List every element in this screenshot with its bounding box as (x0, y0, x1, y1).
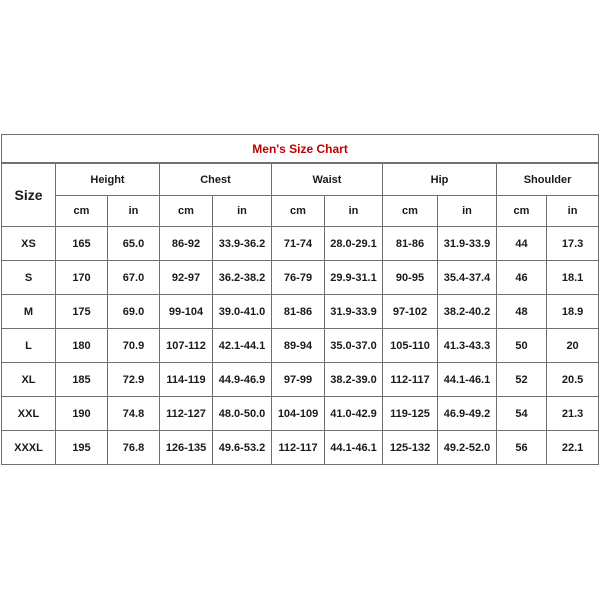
measurement-cell: 35.0-37.0 (325, 329, 383, 363)
measurement-cell: 112-127 (160, 397, 213, 431)
measurement-cell: 175 (56, 295, 108, 329)
measurement-cell: 67.0 (108, 261, 160, 295)
measurement-cell: 165 (56, 227, 108, 261)
measurement-cell: 38.2-39.0 (325, 363, 383, 397)
chart-title: Men's Size Chart (2, 135, 599, 164)
size-label-cell: XXXL (2, 431, 56, 465)
measurement-cell: 72.9 (108, 363, 160, 397)
unit-header-height-cm: cm (56, 196, 108, 227)
measurement-cell: 89-94 (272, 329, 325, 363)
measurement-cell: 70.9 (108, 329, 160, 363)
measurement-cell: 41.3-43.3 (438, 329, 497, 363)
measurement-cell: 49.2-52.0 (438, 431, 497, 465)
unit-header-shoulder-cm: cm (497, 196, 547, 227)
measurement-cell: 21.3 (547, 397, 599, 431)
size-label-cell: M (2, 295, 56, 329)
unit-header-hip-in: in (438, 196, 497, 227)
measurement-cell: 36.2-38.2 (213, 261, 272, 295)
measurement-cell: 41.0-42.9 (325, 397, 383, 431)
measurement-cell: 31.9-33.9 (325, 295, 383, 329)
unit-header-hip-cm: cm (383, 196, 438, 227)
measurement-cell: 33.9-36.2 (213, 227, 272, 261)
measurement-cell: 39.0-41.0 (213, 295, 272, 329)
measurement-cell: 114-119 (160, 363, 213, 397)
measurement-cell: 71-74 (272, 227, 325, 261)
measurement-cell: 105-110 (383, 329, 438, 363)
measurement-cell: 17.3 (547, 227, 599, 261)
measurement-cell: 125-132 (383, 431, 438, 465)
measurement-cell: 99-104 (160, 295, 213, 329)
measurement-cell: 48 (497, 295, 547, 329)
measurement-cell: 52 (497, 363, 547, 397)
measurement-cell: 54 (497, 397, 547, 431)
unit-header-height-in: in (108, 196, 160, 227)
table-row (2, 431, 599, 465)
unit-header-waist-cm: cm (272, 196, 325, 227)
measurement-cell: 31.9-33.9 (438, 227, 497, 261)
measurement-cell: 22.1 (547, 431, 599, 465)
measurement-cell: 46 (497, 261, 547, 295)
measurement-cell: 49.6-53.2 (213, 431, 272, 465)
measurement-cell: 20 (547, 329, 599, 363)
measurement-cell: 76.8 (108, 431, 160, 465)
measurement-cell: 44.9-46.9 (213, 363, 272, 397)
measurement-cell: 97-99 (272, 363, 325, 397)
measurement-cell: 38.2-40.2 (438, 295, 497, 329)
measurement-cell: 74.8 (108, 397, 160, 431)
measurement-cell: 44 (497, 227, 547, 261)
measurement-cell: 195 (56, 431, 108, 465)
group-header-waist: Waist (272, 163, 383, 196)
measurement-cell: 28.0-29.1 (325, 227, 383, 261)
unit-header-waist-in: in (325, 196, 383, 227)
measurement-cell: 76-79 (272, 261, 325, 295)
measurement-cell: 20.5 (547, 363, 599, 397)
unit-header-chest-cm: cm (160, 196, 213, 227)
measurement-cell: 112-117 (383, 363, 438, 397)
table-row (2, 363, 599, 397)
table-row (2, 227, 599, 261)
group-header-chest: Chest (160, 163, 272, 196)
table-row (2, 329, 599, 363)
measurement-cell: 92-97 (160, 261, 213, 295)
size-chart-table (1, 134, 599, 465)
size-label-cell: XS (2, 227, 56, 261)
measurement-cell: 97-102 (383, 295, 438, 329)
measurement-cell: 90-95 (383, 261, 438, 295)
size-chart-container (1, 134, 598, 465)
measurement-cell: 81-86 (272, 295, 325, 329)
group-header-hip: Hip (383, 163, 497, 196)
measurement-cell: 107-112 (160, 329, 213, 363)
measurement-cell: 65.0 (108, 227, 160, 261)
measurement-cell: 44.1-46.1 (325, 431, 383, 465)
measurement-cell: 112-117 (272, 431, 325, 465)
measurement-cell: 180 (56, 329, 108, 363)
measurement-cell: 69.0 (108, 295, 160, 329)
group-header-shoulder: Shoulder (497, 163, 599, 196)
size-label-cell: L (2, 329, 56, 363)
measurement-cell: 42.1-44.1 (213, 329, 272, 363)
measurement-cell: 44.1-46.1 (438, 363, 497, 397)
size-label-cell: S (2, 261, 56, 295)
size-label-cell: XL (2, 363, 56, 397)
measurement-cell: 81-86 (383, 227, 438, 261)
measurement-cell: 170 (56, 261, 108, 295)
unit-header-shoulder-in: in (547, 196, 599, 227)
measurement-cell: 56 (497, 431, 547, 465)
measurement-cell: 35.4-37.4 (438, 261, 497, 295)
group-header-height: Height (56, 163, 160, 196)
measurement-cell: 46.9-49.2 (438, 397, 497, 431)
measurement-cell: 126-135 (160, 431, 213, 465)
size-label-cell: XXL (2, 397, 56, 431)
measurement-cell: 86-92 (160, 227, 213, 261)
measurement-cell: 50 (497, 329, 547, 363)
table-row (2, 261, 599, 295)
measurement-cell: 18.9 (547, 295, 599, 329)
measurement-cell: 119-125 (383, 397, 438, 431)
measurement-cell: 190 (56, 397, 108, 431)
measurement-cell: 104-109 (272, 397, 325, 431)
measurement-cell: 48.0-50.0 (213, 397, 272, 431)
measurement-cell: 18.1 (547, 261, 599, 295)
unit-header-chest-in: in (213, 196, 272, 227)
measurement-cell: 185 (56, 363, 108, 397)
size-column-header: Size (2, 163, 56, 227)
table-row (2, 295, 599, 329)
table-row (2, 397, 599, 431)
measurement-cell: 29.9-31.1 (325, 261, 383, 295)
